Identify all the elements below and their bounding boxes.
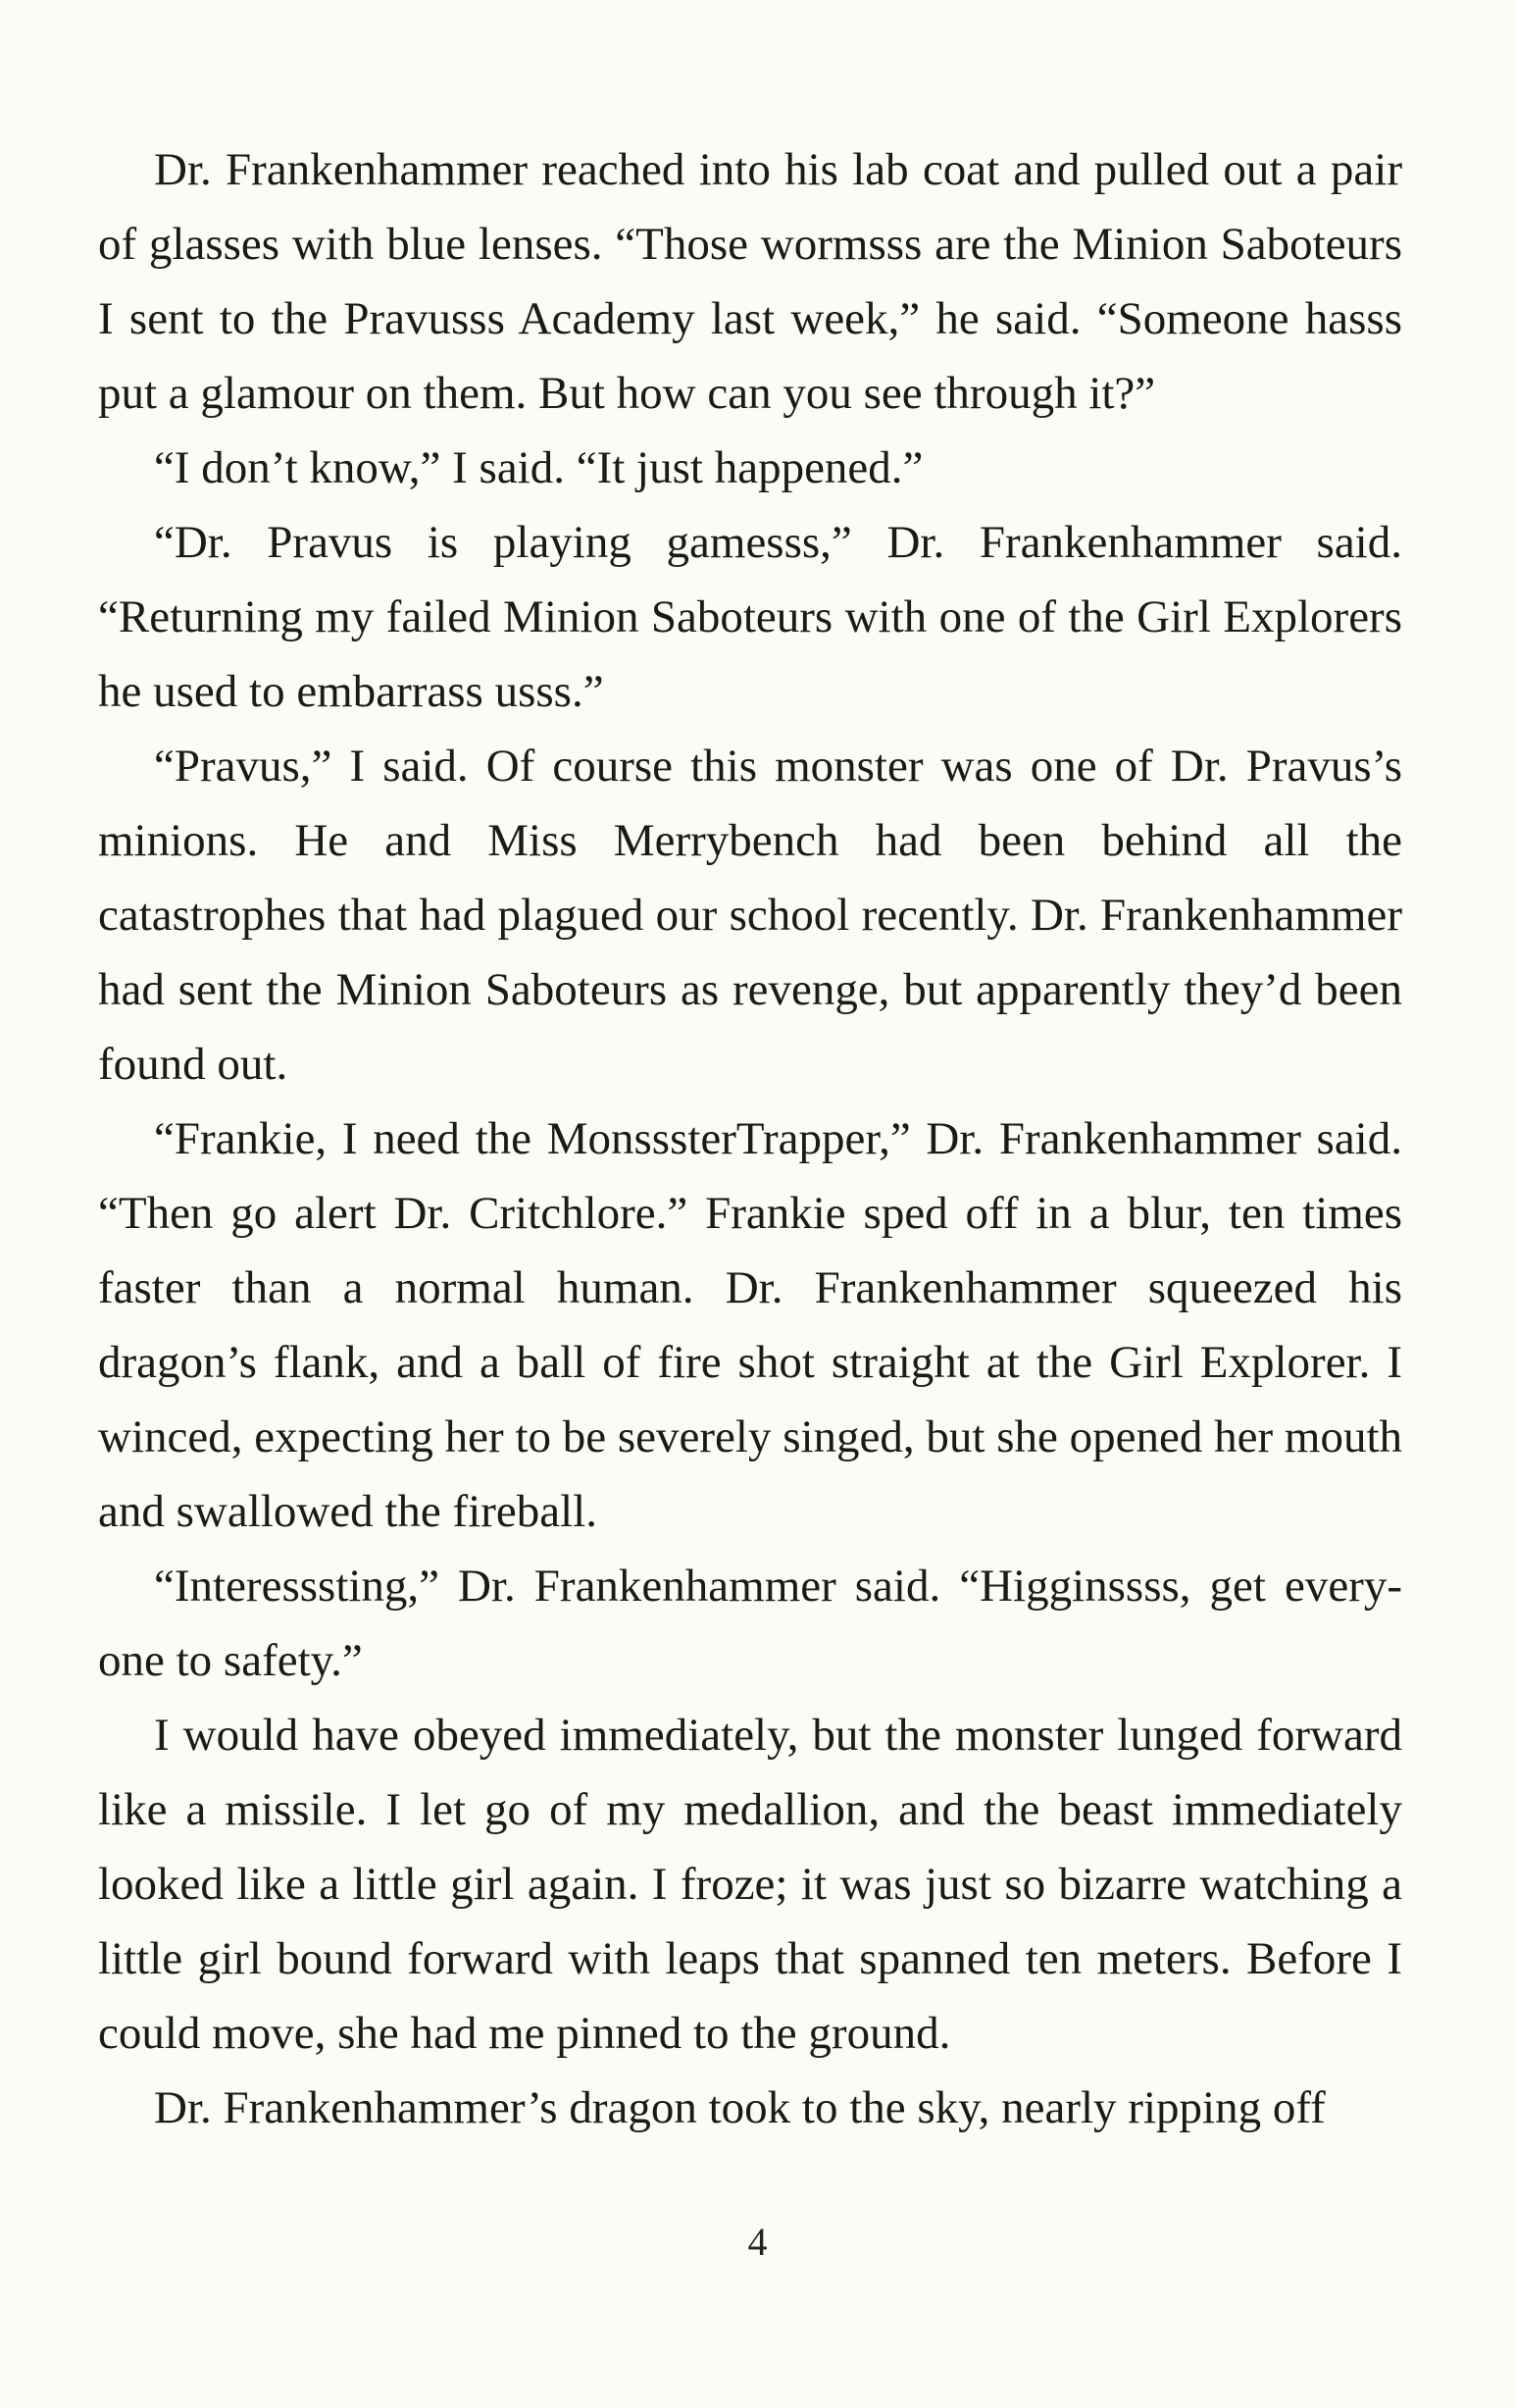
paragraph: “Pravus,” I said. Of course this monster was one of Dr. Pravus’s minions. He and Miss Merrybench had been behind all the catastrophes that had plagued our school recently. Dr. Frankenhammer had sent the Minion Saboteurs as revenge, but apparently they’d been found out.	[98, 741, 1402, 1090]
body-text	[98, 132, 1402, 2145]
paragraph: “Interesssting,” Dr. Frankenhammer said. “Higginssss, get everyone to safety.”	[98, 1561, 1402, 1686]
page-number: 4	[747, 2220, 768, 2264]
paragraph: “Frankie, I need the MonsssterTrapper,” Dr. Frankenhammer said. “Then go alert Dr. Critchlore.” Frankie sped off in a blur, ten times faster than a normal human. Dr. Frankenhammer squeezed his dragon’s flank, and a ball of fire shot straight at the Girl Explorer. I winced, expecting her to be severely singed, but she opened her mouth and swallowed the fireball.	[98, 1113, 1402, 1537]
paragraph: Dr. Frankenhammer’s dragon took to the sky, nearly ripping off	[154, 2082, 1326, 2133]
paragraph: “I don’t know,” I said. “It just happened.”	[154, 442, 924, 493]
paragraph: “Dr. Pravus is playing gamesss,” Dr. Frankenhammer said. “Returning my failed Minion Saboteurs with one of the Girl Explorers he used to embarrass usss.”	[98, 517, 1402, 717]
paragraph: I would have obeyed immediately, but the monster lunged forward like a missile. I let go of my medallion, and the beast immediately looked like a little girl again. I froze; it was just so bizarre watching a little girl bound forward with leaps that spanned ten meters. Before I could move, she had me pinned to the ground.	[98, 1710, 1402, 2059]
paragraph: Dr. Frankenhammer reached into his lab coat and pulled out a pair of glasses with blue lenses. “Those wormsss are the Minion Saboteurs I sent to the Pravusss Academy last week,” he said. “Someone hasss put a glamour on them. But how can you see through it?”	[98, 144, 1402, 419]
